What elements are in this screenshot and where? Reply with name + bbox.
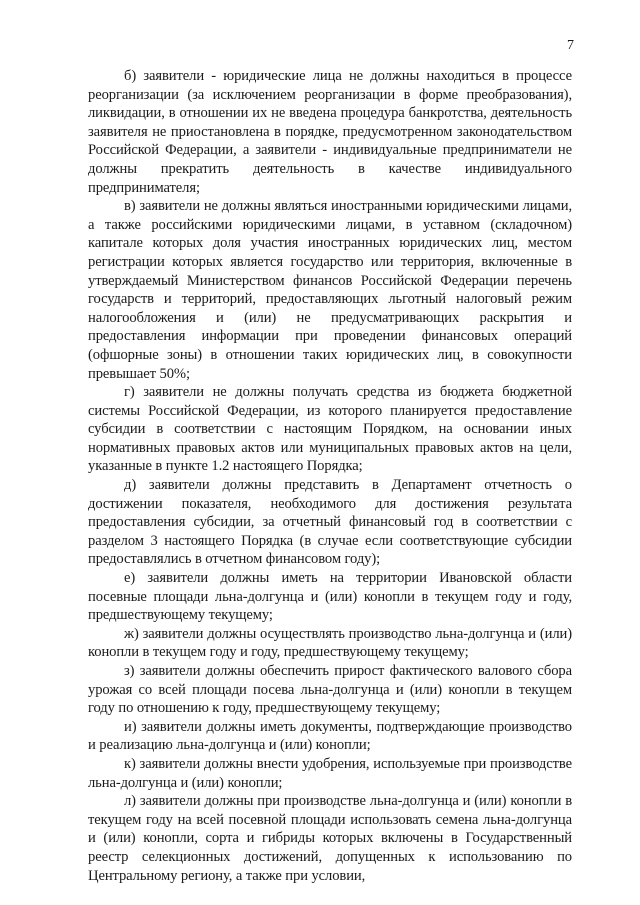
- paragraph-b: б) заявители - юридические лица не должны находиться в процессе реорганизации (за исключением реорганизации в форме преобразования), ликвидации, в отношении их не введена процедура банкротства, деятельность заявителя не приостановлена в порядке, предусмотренном законодательством Российской Федерации, а заявители - индивидуальные предприниматели не должны прекратить деятельность в качестве индивидуального предпринимателя;: [88, 68, 572, 196]
- paragraph-v: в) заявители не должны являться иностранными юридическими лицами, а также российскими юридическими лицами, в уставном (складочном) капитале которых доля участия иностранных юридических лиц, местом регистрации которых является государство или территория, включенные в утверждаемый Министерством финансов Российской Федерации перечень государств и территорий, предоставляющих льготный налоговый режим налогообложения и (или) не предусматривающих раскрытия и предоставления информации при проведении финансовых операций (офшорные зоны) в отношении таких юридических лиц, в совокупности превышает 50%;: [88, 198, 572, 382]
- paragraph-zh: ж) заявители должны осуществлять производство льна-долгунца и (или) конопли в текущем году и году, предшествующему текущему;: [88, 625, 572, 661]
- paragraph-d: д) заявители должны представить в Департамент отчетность о достижении показателя, необходимого для достижения результата предоставления субсидии, за отчетный финансовый год в соответствии с разделом 3 настоящего Порядка (в случае если соответствующие субсидии предоставлялись в отчетном финансовом году);: [88, 477, 572, 568]
- paragraph-g: г) заявители не должны получать средства из бюджета бюджетной системы Российской Федерации, из которого планируется предоставление субсидии в соответствии с настоящим Порядком, на основании иных нормативных правовых актов или муниципальных правовых актов на цели, указанные в пункте 1.2 настоящего Порядка;: [88, 384, 572, 475]
- paragraph-e: е) заявители должны иметь на территории Ивановской области посевные площади льна-долгунца и (или) конопли в текущем году и году, предшествующему текущему;: [88, 570, 572, 624]
- paragraph-l: л) заявители должны при производстве льна-долгунца и (или) конопли в текущем году на всей посевной площади использовать семена льна-долгунца и (или) конопли, сорта и гибриды которых включены в Государственный реестр селекционных достижений, допущенных к использованию по Центральному региону, а также при условии,: [88, 793, 572, 884]
- paragraph-z: з) заявители должны обеспечить прирост фактического валового сбора урожая со всей площади посева льна-долгунца и (или) конопли в текущем году по отношению к году, предшествующему текущему;: [88, 663, 572, 717]
- paragraph-k: к) заявители должны внести удобрения, используемые при производстве льна-долгунца и (или) конопли;: [88, 755, 572, 791]
- page-number: 7: [567, 38, 574, 53]
- document-body: [88, 67, 572, 885]
- paragraph-i: и) заявители должны иметь документы, подтверждающие производство и реализацию льна-долгунца и (или) конопли;: [88, 718, 572, 754]
